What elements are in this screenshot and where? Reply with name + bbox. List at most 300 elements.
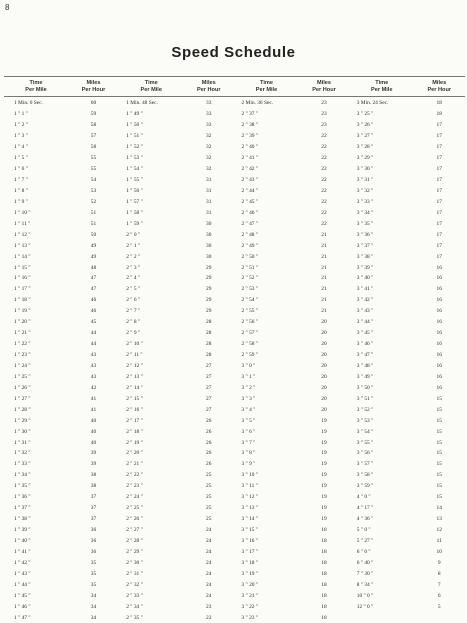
miles-per-hour-cell: 29 [206, 264, 212, 271]
miles-per-hour-cell: 34 [90, 603, 97, 610]
miles-per-hour-cell: 30 [206, 253, 212, 260]
miles-per-hour-cell: 35 [90, 559, 97, 566]
table-row [4, 393, 119, 404]
table-row [235, 470, 350, 481]
table-row [350, 109, 465, 120]
time-per-mile-cell: 2 " 20 " [126, 450, 143, 457]
miles-per-hour-cell: 21 [321, 275, 327, 282]
time-per-mile-cell: 1 " 55 " [126, 177, 143, 184]
table-row [235, 514, 350, 525]
miles-per-hour-cell: 17 [436, 187, 442, 194]
miles-per-hour-cell: 19 [321, 450, 327, 457]
miles-per-hour-cell: 36 [90, 527, 97, 534]
table-row [235, 196, 350, 207]
time-per-mile-cell: 1 " 31 " [14, 439, 31, 446]
time-per-mile-cell: 1 " 6 " [14, 166, 28, 173]
table-row [4, 284, 119, 295]
table-row [119, 295, 234, 306]
time-per-mile-cell: 2 " 11 " [126, 352, 143, 359]
miles-per-hour-cell: 17 [436, 122, 442, 129]
table-row [119, 546, 234, 557]
miles-per-hour-cell: 45 [90, 319, 97, 326]
time-per-mile-cell: 3 " 50 " [356, 384, 374, 391]
table-row [4, 196, 119, 207]
time-per-mile-cell: 1 " 21 " [14, 330, 31, 337]
table-row [235, 120, 350, 131]
time-per-mile-cell: 1 " 9 " [14, 198, 28, 205]
time-per-mile-cell: 3 " 20 " [241, 581, 259, 588]
time-per-mile-cell: 2 " 7 " [126, 308, 141, 315]
miles-per-hour-cell: 18 [436, 100, 442, 107]
miles-per-hour-cell: 26 [206, 461, 212, 468]
miles-per-hour-cell: 46 [90, 297, 97, 304]
miles-per-hour-cell: 16 [436, 330, 442, 337]
table-row [235, 306, 350, 317]
table-row [4, 525, 119, 536]
miles-per-hour-cell: 20 [321, 341, 327, 348]
schedule-block-4 [350, 76, 465, 610]
time-per-mile-cell: 2 " 45 " [241, 198, 259, 205]
time-per-mile-cell: 2 " 58 " [241, 341, 259, 348]
table-row [350, 481, 465, 492]
time-per-mile-cell: 3 " 8 " [241, 450, 256, 457]
table-row [350, 196, 465, 207]
miles-per-hour-cell: 15 [436, 461, 442, 468]
table-row [4, 109, 119, 120]
miles-per-hour-cell: 22 [321, 177, 327, 184]
table-row [119, 612, 234, 623]
time-per-mile-cell: 3 " 7 " [241, 439, 256, 446]
miles-per-hour-cell: 15 [436, 406, 442, 413]
miles-per-hour-header: Miles Per Hour [81, 80, 106, 93]
time-per-mile-cell: 6 " 40 " [356, 559, 374, 566]
miles-per-hour-cell: 35 [90, 570, 97, 577]
miles-per-hour-cell: 26 [206, 428, 212, 435]
table-row [350, 415, 465, 426]
miles-per-hour-cell: 54 [90, 177, 97, 184]
miles-per-hour-cell: 22 [321, 144, 327, 151]
miles-per-hour-cell: 17 [436, 133, 442, 140]
table-row [119, 229, 234, 240]
table-row [119, 240, 234, 251]
table-row [119, 186, 234, 197]
table-row [235, 579, 350, 590]
table-row [119, 361, 234, 372]
time-per-mile-cell: 2 " 19 " [126, 439, 143, 446]
time-per-mile-cell: 1 " 29 " [14, 417, 31, 424]
time-per-mile-cell: 3 " 42 " [356, 297, 374, 304]
table-row [235, 229, 350, 240]
table-row [4, 251, 119, 262]
miles-per-hour-cell: 19 [321, 428, 327, 435]
table-row [350, 525, 465, 536]
table-row [235, 153, 350, 164]
miles-per-hour-cell: 28 [206, 319, 212, 326]
miles-per-hour-cell: 21 [321, 242, 327, 249]
table-row [350, 426, 465, 437]
miles-per-hour-cell: 26 [206, 439, 212, 446]
miles-per-hour-cell: 33 [206, 100, 212, 107]
table-row [119, 579, 234, 590]
miles-per-hour-cell: 18 [321, 570, 327, 577]
time-per-mile-cell: 3 " 26 " [356, 122, 374, 129]
time-per-mile-cell: 1 " 37 " [14, 505, 31, 512]
table-row [235, 525, 350, 536]
table-row [119, 568, 234, 579]
miles-per-hour-cell: 15 [436, 439, 442, 446]
table-row [4, 382, 119, 393]
table-row [350, 295, 465, 306]
time-per-mile-cell: 3 " 33 " [356, 198, 374, 205]
time-per-mile-cell: 1 Min. 0 Sec. [14, 100, 43, 107]
table-row [350, 568, 465, 579]
table-row [350, 404, 465, 415]
miles-per-hour-cell: 42 [90, 384, 97, 391]
time-per-mile-cell: 2 " 51 " [241, 264, 259, 271]
time-per-mile-cell: 3 " 43 " [356, 308, 374, 315]
table-row [350, 131, 465, 142]
miles-per-hour-cell: 19 [321, 483, 327, 490]
miles-per-hour-cell: 20 [321, 373, 327, 380]
miles-per-hour-header: Miles Per Hour [427, 80, 452, 93]
table-row [4, 218, 119, 229]
time-per-mile-cell: 5 " 27 " [356, 537, 374, 544]
time-per-mile-cell: 2 " 33 " [126, 592, 143, 599]
miles-per-hour-cell: 22 [321, 220, 327, 227]
miles-per-hour-cell: 16 [436, 362, 442, 369]
miles-per-hour-cell: 32 [206, 155, 212, 162]
time-per-mile-cell: 3 " 51 " [356, 395, 374, 402]
miles-per-hour-cell: 52 [90, 198, 97, 205]
miles-per-hour-cell: 20 [321, 362, 327, 369]
table-row [119, 350, 234, 361]
miles-per-hour-cell: 29 [206, 308, 212, 315]
miles-per-hour-cell: 16 [436, 308, 442, 315]
table-row [4, 131, 119, 142]
table-row [4, 350, 119, 361]
table-row [119, 536, 234, 547]
time-per-mile-cell: 2 " 44 " [241, 187, 259, 194]
miles-per-hour-cell: 18 [321, 603, 327, 610]
miles-per-hour-cell: 15 [436, 450, 442, 457]
time-per-mile-cell: 1 " 33 " [14, 461, 31, 468]
table-row [119, 492, 234, 503]
miles-per-hour-cell: 23 [321, 122, 327, 129]
time-per-mile-cell: 1 " 56 " [126, 187, 143, 194]
time-per-mile-cell: 2 " 12 " [126, 362, 143, 369]
miles-per-hour-cell: 6 [437, 592, 441, 599]
miles-per-hour-cell: 18 [321, 527, 327, 534]
miles-per-hour-cell: 31 [206, 198, 212, 205]
miles-per-hour-cell: 43 [90, 362, 97, 369]
miles-per-hour-cell: 43 [90, 352, 97, 359]
time-per-mile-cell: 1 " 4 " [14, 144, 28, 151]
time-per-mile-cell: 3 " 16 " [241, 537, 259, 544]
time-per-mile-cell: 2 " 25 " [126, 505, 143, 512]
time-per-mile-cell: 3 " 22 " [241, 603, 259, 610]
table-row [4, 459, 119, 470]
table-row [350, 186, 465, 197]
page-number: 8 [5, 3, 10, 12]
time-per-mile-cell: 3 " 4 " [241, 406, 256, 413]
table-row [235, 339, 350, 350]
miles-per-hour-cell: 29 [206, 275, 212, 282]
time-per-mile-cell: 6 " 0 " [356, 548, 371, 555]
miles-per-hour-cell: 58 [90, 144, 97, 151]
miles-per-hour-cell: 18 [321, 548, 327, 555]
miles-per-hour-cell: 18 [321, 614, 327, 621]
miles-per-hour-cell: 33 [206, 122, 212, 129]
table-row [235, 393, 350, 404]
table-row [235, 295, 350, 306]
miles-per-hour-cell: 24 [206, 570, 212, 577]
miles-per-hour-cell: 46 [90, 308, 97, 315]
miles-per-hour-cell: 19 [321, 494, 327, 501]
time-per-mile-cell: 3 " 2 " [241, 384, 256, 391]
table-row [119, 601, 234, 612]
miles-per-hour-cell: 25 [206, 505, 212, 512]
table-row [4, 557, 119, 568]
table-row [350, 361, 465, 372]
time-per-mile-cell: 2 " 10 " [126, 341, 143, 348]
time-per-mile-header: Time Per Mile [255, 80, 278, 93]
time-per-mile-cell: 3 " 5 " [241, 417, 256, 424]
time-per-mile-cell: 3 " 25 " [356, 111, 374, 118]
miles-per-hour-cell: 20 [321, 406, 327, 413]
table-row [235, 437, 350, 448]
table-row [4, 328, 119, 339]
time-per-mile-cell: 1 " 47 " [14, 614, 31, 621]
time-per-mile-cell: 1 " 19 " [14, 308, 31, 315]
table-row [4, 273, 119, 284]
table-row [119, 393, 234, 404]
time-per-mile-cell: 2 " 55 " [241, 308, 259, 315]
table-row [350, 328, 465, 339]
time-per-mile-cell: 1 " 44 " [14, 581, 31, 588]
table-row [4, 492, 119, 503]
time-per-mile-cell: 2 " 18 " [126, 428, 143, 435]
time-per-mile-cell: 1 " 10 " [14, 209, 31, 216]
column-header [235, 76, 350, 97]
table-row [4, 98, 119, 109]
time-per-mile-cell: 1 " 16 " [14, 275, 31, 282]
table-row [350, 207, 465, 218]
time-per-mile-cell: 2 " 53 " [241, 286, 259, 293]
page-title: Speed Schedule [171, 44, 296, 61]
time-per-mile-cell: 4 " 17 " [356, 505, 374, 512]
miles-per-hour-cell: 53 [90, 187, 97, 194]
table-row [235, 262, 350, 273]
miles-per-hour-cell: 35 [90, 581, 97, 588]
time-per-mile-header: Time Per Mile [140, 80, 162, 93]
time-per-mile-cell: 2 " 14 " [126, 384, 143, 391]
table-row [235, 371, 350, 382]
table-row [4, 568, 119, 579]
table-row [350, 514, 465, 525]
miles-per-hour-cell: 27 [206, 384, 212, 391]
table-row [119, 109, 234, 120]
table-row [119, 317, 234, 328]
miles-per-hour-cell: 22 [321, 187, 327, 194]
time-per-mile-cell: 2 " 37 " [241, 111, 259, 118]
miles-per-hour-cell: 22 [321, 209, 327, 216]
time-per-mile-cell: 2 " 2 " [126, 253, 141, 260]
miles-per-hour-cell: 19 [321, 461, 327, 468]
miles-per-hour-cell: 17 [436, 166, 442, 173]
miles-per-hour-cell: 24 [206, 537, 212, 544]
time-per-mile-cell: 1 " 35 " [14, 483, 31, 490]
time-per-mile-cell: 3 " 53 " [356, 417, 374, 424]
schedule-rows [4, 97, 119, 623]
miles-per-hour-cell: 19 [321, 472, 327, 479]
table-row [4, 404, 119, 415]
miles-per-hour-cell: 25 [206, 472, 212, 479]
table-row [119, 251, 234, 262]
schedule-block-1 [4, 76, 119, 621]
miles-per-hour-cell: 5 [437, 603, 441, 610]
table-row [4, 437, 119, 448]
miles-per-hour-cell: 40 [90, 439, 97, 446]
miles-per-hour-cell: 17 [436, 220, 442, 227]
time-per-mile-cell: 4 " 36 " [356, 516, 374, 523]
miles-per-hour-cell: 20 [321, 352, 327, 359]
time-per-mile-cell: 1 " 14 " [14, 253, 31, 260]
table-row [119, 382, 234, 393]
time-per-mile-cell: 1 " 58 " [126, 209, 143, 216]
time-per-mile-cell: 10 " 0 " [356, 592, 374, 599]
miles-per-hour-cell: 21 [321, 253, 327, 260]
miles-per-hour-cell: 31 [206, 209, 212, 216]
table-row [235, 404, 350, 415]
time-per-mile-cell: 1 " 43 " [14, 570, 31, 577]
time-per-mile-cell: 2 " 43 " [241, 177, 259, 184]
time-per-mile-cell: 3 " 28 " [356, 144, 374, 151]
schedule-block-2 [119, 76, 234, 621]
miles-per-hour-cell: 44 [90, 341, 97, 348]
miles-per-hour-cell: 18 [321, 592, 327, 599]
table-row [4, 306, 119, 317]
column-header [119, 76, 234, 97]
table-row [4, 207, 119, 218]
time-per-mile-cell: 1 " 40 " [14, 537, 31, 544]
time-per-mile-cell: 1 " 23 " [14, 352, 31, 359]
table-row [119, 503, 234, 514]
miles-per-hour-cell: 11 [436, 537, 442, 544]
time-per-mile-cell: 4 " 0 " [356, 494, 371, 501]
time-per-mile-cell: 1 " 28 " [14, 406, 31, 413]
miles-per-hour-cell: 22 [321, 133, 327, 140]
table-row [235, 207, 350, 218]
table-row [4, 546, 119, 557]
table-row [119, 404, 234, 415]
time-per-mile-header: Time Per Mile [371, 80, 393, 93]
miles-per-hour-cell: 26 [206, 417, 212, 424]
time-per-mile-cell: 8 " 34 " [356, 581, 374, 588]
table-row [235, 382, 350, 393]
time-per-mile-cell: 2 " 6 " [126, 297, 141, 304]
miles-per-hour-cell: 55 [90, 166, 97, 173]
table-row [119, 448, 234, 459]
table-row [4, 579, 119, 590]
time-per-mile-cell: 3 " 1 " [241, 373, 256, 380]
table-row [119, 525, 234, 536]
miles-per-hour-header: Miles Per Hour [196, 80, 221, 93]
time-per-mile-cell: 2 " 23 " [126, 483, 143, 490]
miles-per-hour-cell: 55 [90, 155, 97, 162]
time-per-mile-cell: 2 " 57 " [241, 330, 259, 337]
table-row [350, 251, 465, 262]
time-per-mile-cell: 2 " 50 " [241, 253, 259, 260]
miles-per-hour-cell: 10 [436, 548, 442, 555]
time-per-mile-cell: 3 " 58 " [356, 472, 374, 479]
table-row [4, 120, 119, 131]
miles-per-hour-cell: 16 [436, 384, 442, 391]
miles-per-hour-cell: 40 [90, 417, 97, 424]
time-per-mile-cell: 2 " 5 " [126, 286, 141, 293]
time-per-mile-cell: 1 " 38 " [14, 516, 31, 523]
miles-per-hour-cell: 41 [90, 406, 97, 413]
time-per-mile-cell: 5 " 0 " [356, 527, 371, 534]
miles-per-hour-cell: 30 [206, 220, 212, 227]
time-per-mile-cell: 2 " 8 " [126, 319, 141, 326]
table-row [4, 470, 119, 481]
time-per-mile-cell: 3 " 0 " [241, 362, 256, 369]
table-row [350, 492, 465, 503]
time-per-mile-cell: 1 Min. 48 Sec. [126, 100, 158, 107]
schedule-rows [235, 97, 350, 623]
time-per-mile-cell: 2 " 59 " [241, 352, 259, 359]
miles-per-hour-cell: 21 [321, 264, 327, 271]
table-row [119, 273, 234, 284]
time-per-mile-cell: 2 " 54 " [241, 297, 259, 304]
miles-per-hour-cell: 17 [436, 144, 442, 151]
time-per-mile-cell: 2 " 41 " [241, 155, 259, 162]
miles-per-hour-cell: 19 [321, 505, 327, 512]
time-per-mile-cell: 1 " 2 " [14, 122, 28, 129]
miles-per-hour-cell: 34 [90, 614, 97, 621]
table-row [235, 142, 350, 153]
miles-per-hour-cell: 18 [321, 559, 327, 566]
miles-per-hour-cell: 27 [206, 373, 212, 380]
miles-per-hour-cell: 49 [90, 242, 97, 249]
table-row [119, 437, 234, 448]
time-per-mile-cell: 3 " 35 " [356, 220, 374, 227]
miles-per-hour-cell: 15 [436, 395, 442, 402]
table-row [4, 164, 119, 175]
time-per-mile-cell: 2 " 56 " [241, 319, 259, 326]
time-per-mile-cell: 3 " 13 " [241, 505, 259, 512]
table-row [119, 131, 234, 142]
time-per-mile-cell: 1 " 15 " [14, 264, 31, 271]
miles-per-hour-cell: 44 [90, 330, 97, 337]
miles-per-hour-cell: 58 [90, 122, 97, 129]
miles-per-hour-cell: 31 [206, 177, 212, 184]
table-row [235, 557, 350, 568]
miles-per-hour-cell: 47 [90, 275, 97, 282]
table-row [119, 339, 234, 350]
table-row [350, 175, 465, 186]
miles-per-hour-cell: 37 [90, 516, 97, 523]
table-row [235, 590, 350, 601]
table-row [350, 393, 465, 404]
miles-per-hour-cell: 36 [90, 548, 97, 555]
time-per-mile-cell: 1 " 34 " [14, 472, 31, 479]
miles-per-hour-cell: 17 [436, 253, 442, 260]
miles-per-hour-cell: 36 [90, 537, 97, 544]
table-row [4, 415, 119, 426]
time-per-mile-cell: 1 " 50 " [126, 122, 143, 129]
miles-per-hour-cell: 60 [90, 100, 97, 107]
